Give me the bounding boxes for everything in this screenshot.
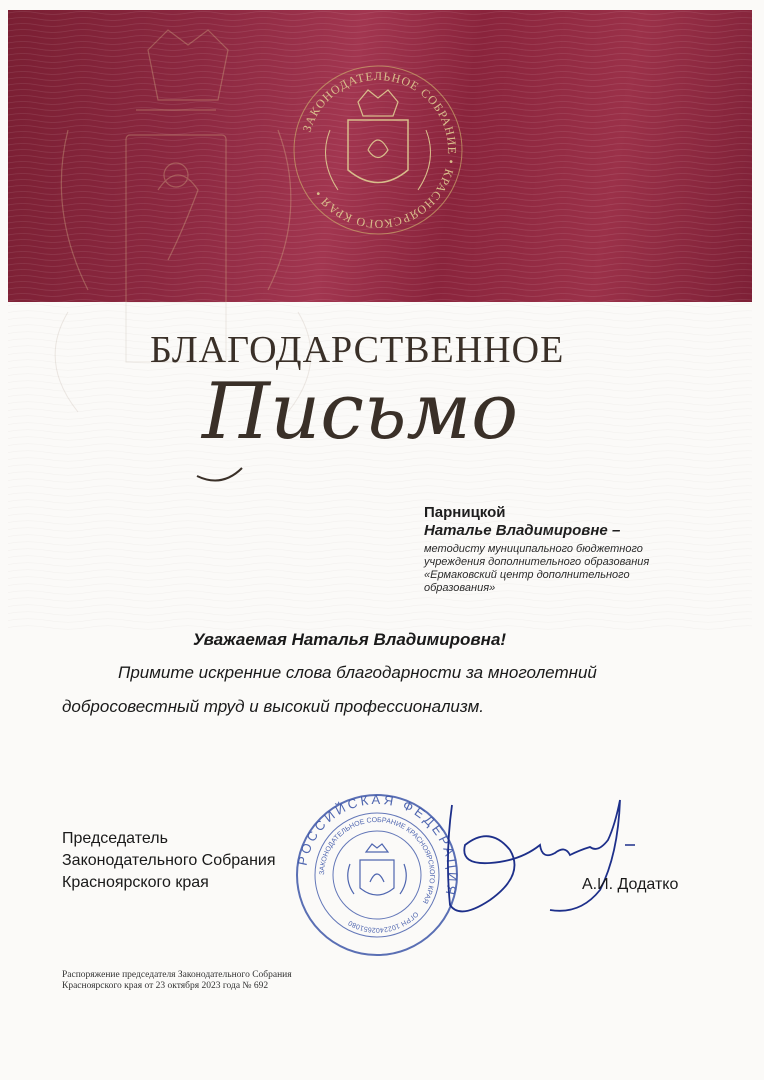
seal-ogrn-text: ОГРН 1022402651080: [347, 909, 420, 934]
greeting: Уважаемая Наталья Владимировна!: [193, 630, 507, 649]
recipient-name: Наталье Владимировне –: [424, 522, 621, 539]
seal-inner-text: ЗАКОНОДАТЕЛЬНОЕ СОБРАНИЕ КРАСНОЯРСКОГО КРАЯ: [318, 816, 436, 905]
handwritten-signature: [430, 795, 640, 925]
recipient-block: [424, 504, 724, 595]
seal-outer-text: РОССИЙСКАЯ ФЕДЕРАЦИЯ: [294, 791, 461, 900]
body-text-line: Примите искренние слова благодарности за многолетний: [118, 663, 597, 682]
body-text-line: добросовестный труд и высокий профессионализм.: [62, 697, 484, 716]
banner-pattern: [8, 10, 752, 302]
signatory-title-line: Красноярского края: [62, 874, 209, 891]
script-title: [192, 368, 562, 488]
seal-coat-of-arms: [348, 844, 407, 895]
signatory-title-line: Председатель: [62, 830, 168, 847]
signatory-name: А.И. Додатко: [582, 876, 679, 893]
order-reference: [62, 970, 292, 992]
script-title-text: Письмо: [202, 368, 519, 457]
signatory-title-line: Законодательного Собрания: [62, 852, 276, 869]
emblem-ring-text: ЗАКОНОДАТЕЛЬНОЕ СОБРАНИЕ • КРАСНОЯРСКОГО КРАЯ •: [299, 68, 460, 232]
svg-text:ОГРН 1022402651080: [347, 910, 419, 933]
position-line: учреждения дополнительного образования: [424, 556, 650, 568]
certificate-title: БЛАГОДАРСТВЕННОЕ: [150, 329, 565, 371]
position-line: «Ермаковский центр дополнительного: [424, 569, 630, 581]
burgundy-banner: [8, 10, 752, 302]
recipient-position: [424, 543, 724, 595]
recipient-surname: Парницкой: [424, 504, 506, 521]
signatory-title: [62, 828, 276, 894]
footnote-line: Распоряжение председателя Законодательного Собрания: [62, 970, 292, 980]
position-line: методисту муниципального бюджетного: [424, 543, 643, 555]
position-line: образования»: [424, 582, 496, 594]
footnote-line: Красноярского края от 23 октября 2023 года № 692: [62, 981, 269, 991]
